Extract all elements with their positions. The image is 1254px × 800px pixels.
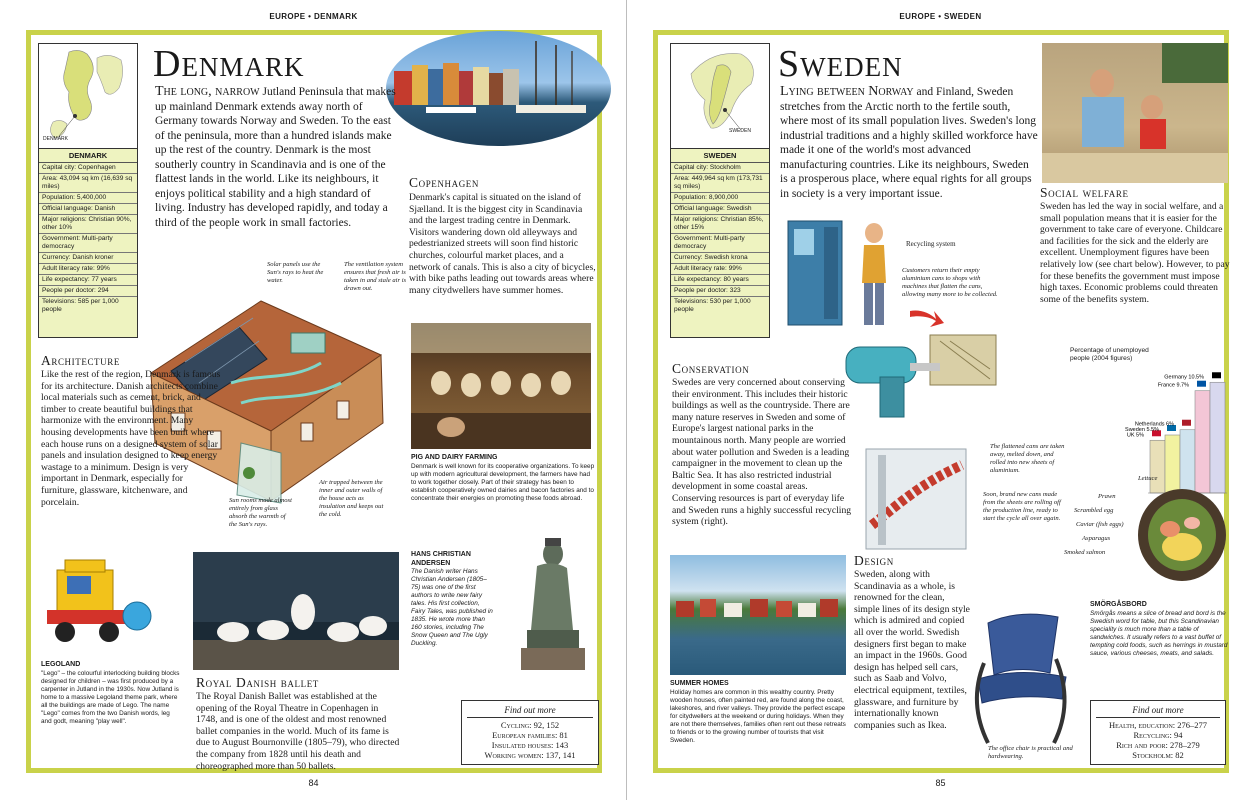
- caption-heading: PIG AND DAIRY FARMING: [411, 454, 498, 461]
- find-out-more-link[interactable]: Working women: 137, 141: [484, 750, 576, 760]
- ballet-section: [196, 675, 401, 772]
- recycling-caption-3: Soon, brand new cans made from the sheets are rolling off the production line, ready to start the cycle all over again.: [983, 491, 1061, 522]
- design-section: [854, 553, 972, 731]
- fact-row: Televisions: 530 per 1,000 people: [674, 298, 751, 313]
- caption-heading: HANS CHRISTIAN ANDERSEN: [411, 551, 471, 567]
- fact-box-header: DENMARK: [39, 149, 137, 163]
- page-number: 85: [935, 778, 946, 788]
- ballet-photo: [193, 552, 399, 670]
- section-text: Like the rest of the region, Denmark is famous for its architecture. Danish architects combine local materials such as cement, brick, and timber to create beautiful buildings that harmonize with the environment. Many housing developments have been built where each house runs on a designed system of solar panels and insulation designed to keep energy wastage to a minimum. Design is very important in Denmark, especially for furniture, glassware, kitchenware, and porcelain.: [41, 369, 221, 508]
- caption-text: Smörgås means a slice of bread and bord is the Swedish word for table, but this Scandinavian speciality is much more than a table of sandwiches. It usually refers to a vast buffet of tempting cold foods, such as herrings in mustard sauce, various cheeses, meats, and salads.: [1090, 609, 1228, 657]
- fact-row: Major religions: Christian 85%, other 15%: [671, 215, 769, 234]
- section-text: Sweden has led the way in social welfare, and a small population means that it is easier for the government to take care of everyone. Childcare and facilities for the sick and the elderly are excellent. Unemployment figures have been relatively low (see chart below). However, to pay for these benefits the government must impose high taxes. Economic problems could threaten some of the benefits system.: [1040, 201, 1230, 305]
- andersen-statue: [501, 530, 601, 680]
- chart-bar-label: UK 5%: [1126, 432, 1144, 439]
- social-welfare-section: [1040, 185, 1230, 305]
- find-out-more-link[interactable]: Rich and poor: 278–279: [1116, 740, 1200, 750]
- page-title: Denmark: [153, 43, 305, 85]
- fact-row: Currency: Swedish krona: [671, 253, 769, 264]
- running-head: EUROPE • SWEDEN: [899, 12, 982, 21]
- chart-bar-label: France 9.7%: [1157, 382, 1189, 389]
- lego-photo: [37, 550, 157, 655]
- architecture-section: [41, 353, 221, 508]
- smorgasbord-section: [1090, 601, 1230, 658]
- fact-row: People per doctor: 323: [671, 286, 769, 297]
- country-flag-icon: [1212, 372, 1221, 378]
- fact-row: Official language: Danish: [39, 204, 137, 215]
- section-heading: Social welfare: [1040, 185, 1129, 200]
- fact-box-header: SWEDEN: [671, 149, 769, 163]
- intro-smallcaps: Lying between Norway: [780, 84, 914, 99]
- fact-box: [38, 43, 138, 338]
- copenhagen-section: [409, 175, 597, 296]
- fact-row: Area: 449,964 sq km (173,731 sq miles): [671, 174, 769, 193]
- fact-row: Official language: Swedish: [671, 204, 769, 215]
- find-out-more-link[interactable]: Stockholm: 82: [1132, 750, 1184, 760]
- intro-body: Jutland Peninsula that makes up mainland Denmark extends away north of Germany towards Norway and Sweden. To the east of the peninsula, more than a hundred islands make up the rest of the country. Denmark is the most southerly country in Scandinavia and is one of the flattest lands in the world. Like its neighbours, it enjoys political stability and a high standard of living. Industry has developed rapidly, and today a third of the people work in small factories.: [155, 86, 396, 229]
- page-frame: [653, 30, 1229, 773]
- fact-row: Life expectancy: 80 years: [671, 275, 769, 286]
- map-label: SWEDEN: [729, 128, 751, 134]
- caption-heading: SMÖRGÅSBORD: [1090, 601, 1147, 608]
- andersen-section: [411, 551, 493, 648]
- food-label-asparagus: Asparagus: [1082, 535, 1111, 542]
- find-out-more-link[interactable]: Health, education: 276–277: [1108, 720, 1208, 730]
- chart-bar-label: Sweden 5.5%: [1125, 427, 1159, 433]
- section-text: Sweden, along with Scandinavia as a whole, is renowned for the clean, simple lines of its design style which is admired and copied all over the world. Swedish designers first began to make an impact in the 1960s. Good design has helped sell cars, such as Saab and Volvo, electrical equipment, textiles, glassware, and furniture by internationally known companies such as Ikea.: [854, 569, 970, 731]
- page-frame: [26, 30, 602, 773]
- country-flag-icon: [1197, 381, 1206, 387]
- legoland-section: [41, 661, 181, 726]
- air-caption: Air trapped between the inner and outer walls of the house acts as insulation and keeps out the cold.: [319, 479, 384, 518]
- red-arrow-icon: [908, 305, 946, 329]
- find-out-more-link[interactable]: Cycling: 92, 152: [500, 720, 560, 730]
- fact-row: Televisions: 585 per 1,000 people: [42, 298, 119, 313]
- sweden-map-graphic: [671, 44, 768, 147]
- section-heading: Royal Danish ballet: [196, 675, 319, 690]
- fact-row: Population: 5,400,000: [39, 193, 137, 204]
- find-out-more-title: Find out more: [467, 705, 593, 718]
- fact-row: Life expectancy: 77 years: [39, 275, 137, 286]
- intro-text: [155, 85, 402, 230]
- caption-text: Holiday homes are common in this wealthy country. Pretty wooden houses, often painted red, are found along the coast, lakeshores, and river valleys. They provide the perfect escape for citydwellers at the weekend or during holidays. When they are not there themselves, families often rent out these retreats to friends or to the growing number of tourists that visit Sweden.: [670, 688, 846, 744]
- section-heading: Conservation: [672, 361, 750, 376]
- chart-bar-label: Netherlands 6%: [1134, 421, 1174, 428]
- food-label-prawn: Prawn: [1098, 493, 1116, 500]
- recycling-title: Recycling system: [906, 240, 956, 248]
- melting-machine-illustration: [840, 327, 1010, 437]
- find-out-more-link[interactable]: European families: 81: [492, 730, 568, 740]
- country-flag-icon: [1182, 420, 1191, 426]
- sunroom-caption: Sun rooms made almost entirely from glass absorb the warmth of the Sun's rays.: [229, 497, 292, 528]
- caption-heading: SUMMER HOMES: [670, 680, 729, 687]
- copenhagen-photo: [386, 31, 611, 146]
- fact-row: Government: Multi-party democracy: [671, 234, 769, 253]
- fact-row: Population: 8,900,000: [671, 193, 769, 204]
- food-label-lettuce: Lettuce: [1138, 475, 1158, 482]
- fact-row: Government: Multi-party democracy: [39, 234, 137, 253]
- page-title: Sweden: [778, 43, 903, 85]
- chair-caption: The office chair is practical and hardwearing.: [988, 745, 1073, 760]
- intro-smallcaps: The long, narrow: [155, 84, 260, 99]
- chart-bar-label: Germany 10.5%: [1164, 374, 1204, 381]
- conservation-section: [672, 361, 854, 528]
- summer-homes-section: [670, 680, 848, 745]
- caption-text: Denmark is well known for its cooperative organizations. To keep up with modern agricultural development, the farmers have had to work together closely. Part of their strategy has been to establish cooperatively owned dairies and bacon factories and to concentrate their energies on promoting these foods abroad.: [411, 462, 595, 502]
- running-head: EUROPE • DENMARK: [269, 12, 358, 21]
- food-label-egg: Scrambled egg: [1074, 507, 1114, 514]
- smorgasbord-photo: [1126, 475, 1230, 593]
- fact-row: People per doctor: 294: [39, 286, 137, 297]
- find-out-more-box: [1090, 700, 1226, 765]
- food-label-salmon: Smoked salmon: [1064, 549, 1106, 556]
- section-text: The Royal Danish Ballet was established at the opening of the Royal Theatre in Copenhagen in 1748, and is one of the oldest and most renowned ballet companies in the world. Much of its fame is due to August Bournonville (1805–79), who directed the company from 1828 until his death and choreographed more than 50 ballets.: [196, 691, 400, 772]
- fact-row: Area: 43,094 sq km (16,639 sq miles): [39, 174, 137, 193]
- find-out-more-box: [461, 700, 599, 765]
- children-sandpit-photo: [1042, 43, 1228, 183]
- intro-body: and Finland, Sweden stretches from the Arctic north to the fertile south, where most of its small population lives. Sweden's long industrial traditions and a highly skilled workforce have made it one of the world's most advanced manufacturing countries. Like its neighbours, Sweden is a prosperous place, where equal rights for all groups in society is a very important issue.: [780, 86, 1038, 200]
- section-heading: Copenhagen: [409, 175, 480, 190]
- recycling-caption-2: The flattened cans are taken away, melted down, and rolled into new sheets of aluminium.: [990, 443, 1065, 474]
- fact-row: Capital city: Stockholm: [671, 163, 769, 174]
- find-out-more-link[interactable]: Insulated houses: 143: [491, 740, 569, 750]
- right-page: [627, 0, 1254, 800]
- fact-row: Major religions: Christian 90%, other 10%: [39, 215, 137, 234]
- find-out-more-link[interactable]: Recycling: 94: [1133, 730, 1183, 740]
- pig-farming-photo: [411, 323, 591, 449]
- fact-row: Currency: Danish kroner: [39, 253, 137, 264]
- locator-map: [671, 44, 769, 149]
- production-line-illustration: [858, 445, 976, 553]
- fact-row: Adult literacy rate: 99%: [671, 264, 769, 275]
- caption-text: The Danish writer Hans Christian Andersen (1805–75) was one of the first authors to write new fairy tales. His first collection, Fairy Tales, was published in 1835. He wrote more than 160 stories, including The Snow Queen and The Ugly Duckling.: [411, 568, 493, 647]
- page-number: 84: [308, 778, 319, 788]
- locator-map: [39, 44, 137, 149]
- section-heading: Design: [854, 553, 894, 568]
- map-label: DENMARK: [43, 136, 69, 142]
- fact-row: Capital city: Copenhagen: [39, 163, 137, 174]
- recycling-caption-1: Customers return their empty aluminium cans to shops with machines that flatten the cans, allowing many more to be collected.: [902, 267, 998, 298]
- caption-text: "Lego" – the colourful interlocking building blocks designed for children – was first produced by a carpenter in Jutland in the 1930s. Now Jutland is home to a massive Legoland theme park, where all the buildings are made of Lego. The name "Lego" comes from the two Danish words, leg and godt, meaning "play well".: [41, 669, 180, 725]
- caption-heading: LEGOLAND: [41, 661, 81, 668]
- chart-title: Percentage of unemployed people (2004 figures): [1070, 347, 1149, 362]
- section-text: Swedes are very concerned about conserving their environment. This includes their historic buildings as well as the countryside. There are many nature reserves in Sweden and some of Europe's largest national parks in the mountainous north. Many people are worried about water pollution and Sweden is a leading campaigner in the movement to clean up the Baltic Sea. It has also restricted industrial development in some coastal areas. Conserving resources is part of everyday life and Sweden runs a highly successful recycling system (right).: [672, 377, 852, 528]
- find-out-more-title: Find out more: [1096, 705, 1220, 718]
- summer-homes-photo: [670, 555, 846, 675]
- denmark-map-graphic: [39, 44, 136, 147]
- food-label-caviar: Caviar (fish eggs): [1076, 521, 1124, 528]
- section-text: Denmark's capital is situated on the island of Sjælland. It is the biggest city in Scandinavia and the largest trading centre in Denmark. Visitors wandering down old alleyways and pedestrianized streets will soon find historic churches, colourful market places, and a network of canals. This is also a city of bicycles, with bike paths leading out towards areas where many citydwellers have summer homes.: [409, 192, 596, 296]
- ventilation-caption: The ventilation system ensures that fresh air is taken in and stale air is drawn out.: [344, 261, 407, 292]
- intro-text: [780, 85, 1038, 201]
- fact-row: Adult literacy rate: 99%: [39, 264, 137, 275]
- section-heading: Architecture: [41, 353, 120, 368]
- solar-caption: Solar panels use the Sun's rays to heat the water.: [267, 261, 324, 284]
- office-chair-photo: [958, 603, 1080, 753]
- fact-box: [670, 43, 770, 338]
- pig-farming-section: [411, 454, 597, 503]
